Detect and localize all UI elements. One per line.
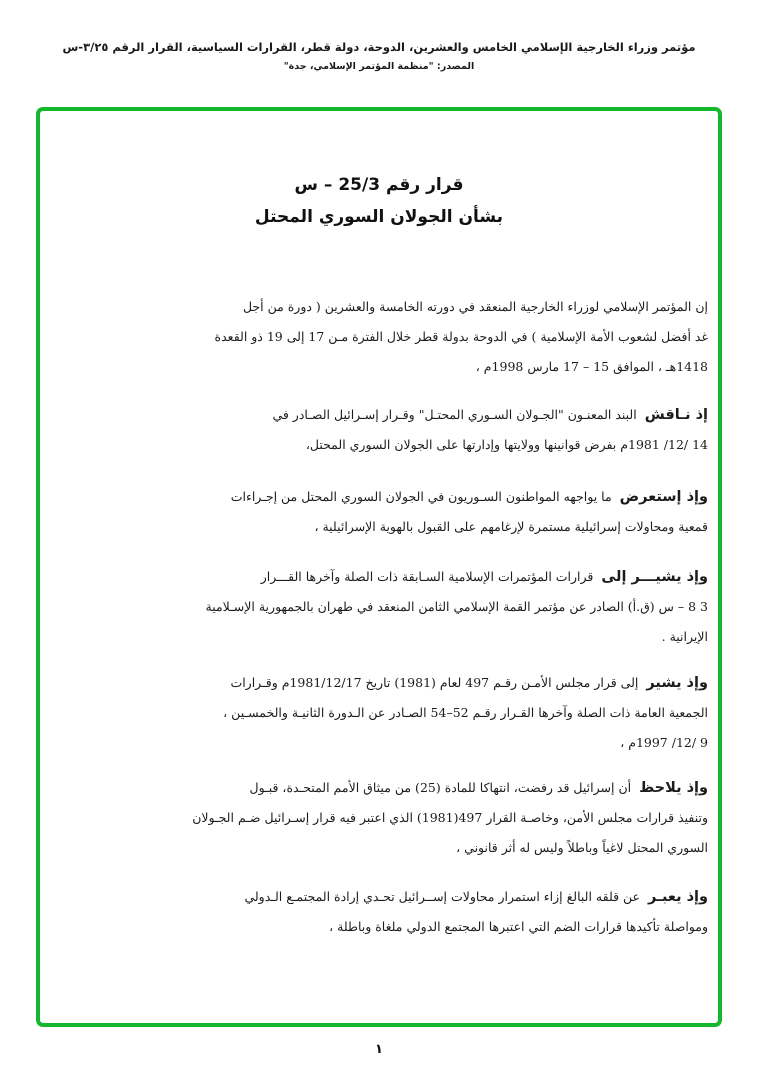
paragraph-line: 1418هـ ، الموافق 15 – 17 مارس 1998م ، bbox=[475, 359, 708, 374]
paragraph-discussed bbox=[118, 400, 708, 460]
paragraph-line: 3 8 – س (ق.أ) الصادر عن مؤتمر القمة الإسلامي الثامن المنعقد في طهران بالجمهورية الإسـلامية bbox=[205, 599, 708, 614]
header-title: مؤتمر وزراء الخارجية الإسلامي الخامس والعشرين، الدوحة، دولة قطر، القرارات السياسية، القرار الرقم ٣/٢٥-س bbox=[62, 40, 696, 54]
paragraph-refers-oic bbox=[118, 562, 708, 652]
page-header bbox=[40, 38, 718, 75]
page-number: ١ bbox=[375, 1042, 383, 1057]
paragraph-text: البند المعنـون "الجـولان السـوري المحتـل" وقـرار إسـرائيل الصـادر في bbox=[272, 407, 637, 422]
paragraph-line bbox=[118, 482, 708, 512]
paragraph-lead: وإذ إستعرض bbox=[619, 489, 708, 505]
paragraph-line bbox=[118, 668, 708, 698]
paragraph-expresses bbox=[118, 882, 708, 942]
paragraph-line bbox=[118, 562, 708, 592]
paragraph-lead: إذ نـاقش bbox=[644, 407, 708, 423]
paragraph-lead: وإذ يلاحظ bbox=[639, 780, 708, 796]
paragraph-line: إن المؤتمر الإسلامي لوزراء الخارجية المنعقد في دورته الخامسة والعشرين ( دورة من أجل bbox=[242, 299, 708, 314]
paragraph-text: قرارات المؤتمرات الإسلامية السـابقة ذات الصلة وآخرها القـــرار bbox=[260, 569, 594, 584]
header-source: المصدر: "منظمة المؤتمر الإسلامي، جدة" bbox=[283, 61, 475, 72]
paragraph-refers-un bbox=[118, 668, 708, 758]
paragraph-line: الجمعية العامة ذات الصلة وآخرها القـرار رقـم 52–54 الصـادر عن الـدورة الثانيـة والخمسـين ، bbox=[223, 705, 708, 720]
paragraph-line bbox=[118, 400, 708, 430]
paragraph-lead: وإذ يشير bbox=[646, 675, 708, 691]
paragraph-notes bbox=[118, 773, 708, 863]
paragraph-line: 9 /12/ 1997م ، bbox=[620, 735, 708, 750]
paragraph-line: السوري المحتل لاغياً وباطلاً وليس له أثر قانوني ، bbox=[456, 840, 708, 855]
resolution-number: قرار رقم 25/3 – س bbox=[294, 175, 464, 195]
paragraph-line: غد أفضل لشعوب الأمة الإسلامية ) في الدوحة بدولة قطر خلال الفترة مـن 17 إلى 19 ذو القعدة bbox=[214, 329, 708, 344]
paragraph-line bbox=[118, 773, 708, 803]
paragraph-line: وتنفيذ قرارات مجلس الأمن، وخاصـة القرار 497(1981) الذي اعتبر فيه قرار إسـرائيل ضـم الجـولان bbox=[192, 810, 708, 825]
paragraph-text: ما يواجهه المواطنون السـوريون في الجولان السوري المحتل من إجـراءات bbox=[230, 489, 612, 504]
paragraph-lead: وإذ يعبـر bbox=[648, 889, 708, 905]
paragraph-reviewed bbox=[118, 482, 708, 542]
paragraph-text: إلى قرار مجلس الأمـن رقـم 497 لعام (1981) تاريخ 1981/12/17م وقـرارات bbox=[230, 675, 639, 690]
paragraph-preamble bbox=[118, 292, 708, 382]
resolution-subject: بشأن الجولان السوري المحتل bbox=[254, 207, 504, 227]
paragraph-line: 14 /12/ 1981م بفرض قوانينها وولايتها وإدارتها على الجولان السوري المحتل، bbox=[305, 437, 708, 452]
paragraph-line: قمعية ومحاولات إسرائيلية مستمرة لإرغامهم على القبول بالهوية الإسرائيلية ، bbox=[314, 519, 708, 534]
document-heading bbox=[120, 172, 638, 230]
paragraph-line: ومواصلة تأكيدها قرارات الضم التي اعتبرها المجتمع الدولي ملغاة وباطلة ، bbox=[329, 919, 708, 934]
paragraph-lead: وإذ يشيـــر إلى bbox=[601, 569, 708, 585]
paragraph-text: أن إسرائيل قد رفضت، انتهاكا للمادة (25) من ميثاق الأمم المتحـدة، قبـول bbox=[249, 780, 632, 795]
paragraph-line bbox=[118, 882, 708, 912]
paragraph-line: الإيرانية . bbox=[661, 629, 708, 644]
paragraph-text: عن قلقه البالغ إزاء استمرار محاولات إســرائيل تحـدي إرادة المجتمـع الـدولي bbox=[244, 889, 641, 904]
